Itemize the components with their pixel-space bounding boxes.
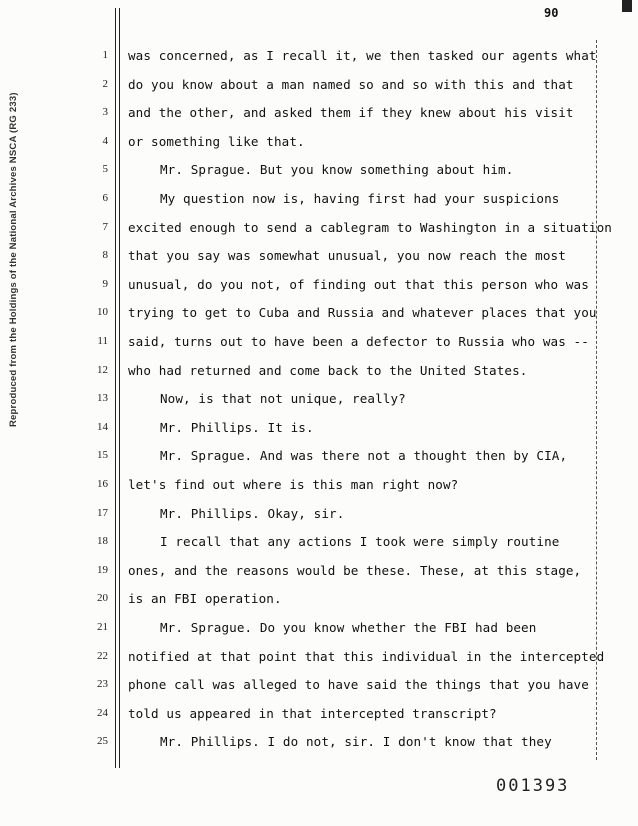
transcript-line: excited enough to send a cablegram to Washington in a situation <box>128 219 612 235</box>
line-number: 21 <box>97 621 108 633</box>
line-number: 10 <box>97 306 108 319</box>
transcript-line: trying to get to Cuba and Russia and whatever places that you <box>128 305 597 321</box>
line-number: 17 <box>97 506 108 519</box>
transcript-line: unusual, do you not, of finding out that this person who was <box>128 276 589 292</box>
transcript-line: who had returned and come back to the United States. <box>128 362 528 378</box>
transcript-line: Mr. Phillips. I do not, sir. I don't know that they <box>160 734 552 750</box>
transcript-line: phone call was alleged to have said the things that you have <box>128 677 589 693</box>
transcript-line: let's find out where is this man right now? <box>128 477 459 492</box>
line-number: 9 <box>102 277 108 290</box>
transcript-line: I recall that any actions I took were simply routine <box>160 534 560 550</box>
transcript-line: said, turns out to have been a defector to Russia who was -- <box>128 334 589 349</box>
line-number: 25 <box>97 735 108 748</box>
line-number: 13 <box>97 392 108 405</box>
document-id: 001393 <box>496 776 570 796</box>
line-number: 14 <box>97 420 108 433</box>
line-number: 22 <box>97 649 108 662</box>
line-number: 12 <box>97 363 108 376</box>
page-number: 90 <box>544 6 559 20</box>
transcript-line: was concerned, as I recall it, we then tasked our agents what <box>128 48 597 63</box>
line-number: 24 <box>97 706 108 719</box>
line-number: 2 <box>102 77 108 90</box>
transcript-line: My question now is, having first had your suspicions <box>160 191 560 206</box>
line-number: 5 <box>102 163 108 176</box>
transcript-line: Mr. Sprague. But you know something about him. <box>160 162 514 178</box>
line-number: 23 <box>97 678 108 691</box>
transcript-line: do you know about a man named so and so with this and that <box>128 76 574 92</box>
transcript-line: Mr. Phillips. Okay, sir. <box>160 505 345 521</box>
transcript-line: that you say was somewhat unusual, you now reach the most <box>128 248 566 264</box>
transcript-line: told us appeared in that intercepted transcript? <box>128 705 497 721</box>
line-number: 11 <box>97 335 108 347</box>
line-number: 16 <box>97 478 108 490</box>
line-number: 1 <box>102 49 108 61</box>
line-number: 7 <box>102 220 108 233</box>
corner-mark <box>622 0 632 12</box>
transcript-line: Mr. Sprague. Do you know whether the FBI had been <box>160 620 537 635</box>
line-number: 18 <box>97 535 108 548</box>
transcript-line: notified at that point that this individual in the intercepted <box>128 648 605 664</box>
archive-stamp: Reproduced from the Holdings of the National Archives NSCA (RG 233) <box>8 92 19 427</box>
transcript-line: Mr. Phillips. It is. <box>160 419 314 435</box>
line-number: 8 <box>102 249 108 262</box>
left-margin-rule-inner <box>119 8 120 768</box>
transcript-line: ones, and the reasons would be these. These, at this stage, <box>128 562 582 578</box>
transcript-line: Now, is that not unique, really? <box>160 391 406 407</box>
transcript-line: is an FBI operation. <box>128 591 282 607</box>
transcript-line: or something like that. <box>128 133 305 149</box>
line-number: 6 <box>102 192 108 204</box>
transcript-line: and the other, and asked them if they knew about his visit <box>128 105 574 121</box>
line-number: 19 <box>97 563 108 576</box>
left-margin-rule <box>115 8 116 768</box>
line-number: 15 <box>97 449 108 462</box>
transcript-line: Mr. Sprague. And was there not a thought then by CIA, <box>160 448 568 464</box>
line-number: 3 <box>102 106 108 119</box>
line-number: 4 <box>102 134 108 147</box>
line-number: 20 <box>97 592 108 605</box>
